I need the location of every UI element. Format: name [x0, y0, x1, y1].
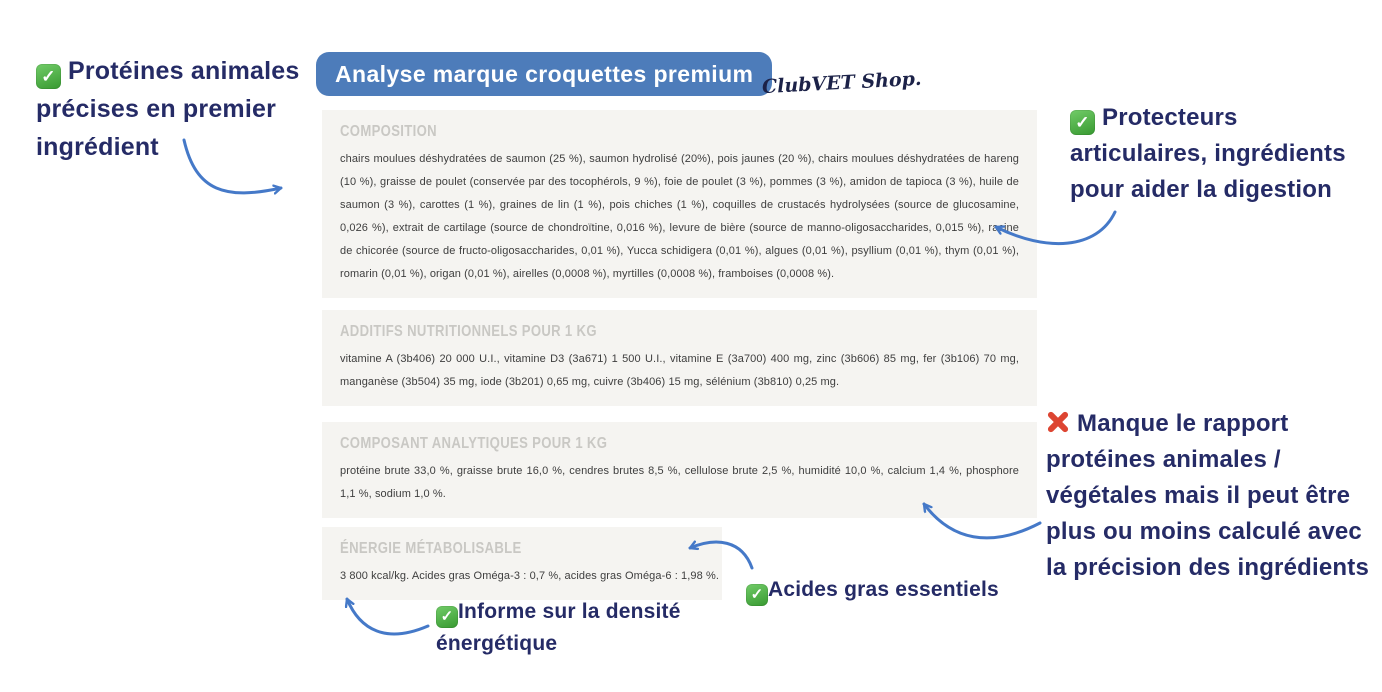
section-additifs-body: vitamine A (3b406) 20 000 U.I., vitamine D3 (3a671) 1 500 U.I., vitamine E (3a700) 400 mg, zinc (3b606) 85 mg, fer (3b106) 70 mg, manganèse (3b504) 35 mg, iode (3b201) 0,65 mg, cuivre (3b406) 15 mg, sélénium (3b810) 0,25 mg. [340, 353, 1019, 388]
section-composition-body: chairs moulues déshydratées de saumon (25 %), saumon hydrolisé (20%), pois jaunes (20 %), chairs moulues déshydratées de hareng (10 %), graisse de poulet (conservée par des tocophérols, 9 %), foie de poulet (3 %), pommes (3 %), amidon de tapioca (3 %), huile de saumon (3 %), carottes (1 %), graines de lin (1 %), pois chiches (1 %), coquilles de crustacés hydrolysées (source de glucosamine, 0,026 %), extrait de cartilage (source de chondroïtine, 0,016 %), levure de bière (source de manno-oligosaccharides, 0,015 %), racine de chicorée (source de fructo-oligosaccharides, 0,01 %), Yucca schidigera (0,01 %), algues (0,01 %), psyllium (0,01 %), thym (0,01 %), romarin (0,01 %), origan (0,01 %), airelles (0,0008 %), myrtilles (0,0008 %), framboises (0,0008 %). [340, 153, 1019, 280]
section-composant-heading: COMPOSANT ANALYTIQUES POUR 1 KG [340, 435, 608, 452]
section-composant-body: protéine brute 33,0 %, graisse brute 16,0 %, cendres brutes 8,5 %, cellulose brute 2,5 %, humidité 10,0 %, calcium 1,4 %, phosphore 1,1 %, sodium 1,0 %. [340, 465, 1019, 500]
check-icon: ✓ [436, 606, 458, 628]
section-additifs [322, 310, 1037, 406]
check-icon: ✓ [746, 584, 768, 606]
annotation-joint-digestion-text: Protecteurs articulaires, ingrédients pour aider la digestion [1070, 104, 1346, 203]
section-composition [322, 110, 1037, 298]
annotation-energy-density [436, 596, 686, 659]
cross-icon [1046, 410, 1070, 434]
section-energie [322, 527, 722, 600]
annotation-fatty-acids [746, 572, 999, 608]
check-icon: ✓ [36, 64, 61, 89]
section-composition-heading: COMPOSITION [340, 123, 437, 140]
annotation-fatty-acids-text: Acides gras essentiels [768, 578, 999, 601]
brand-logo: ClubVET Shop. [761, 67, 922, 99]
annotation-first-ingredient-text: Protéines animales précises en premier ingrédient [36, 57, 300, 161]
arrow-energy-density [347, 599, 428, 634]
annotation-first-ingredient [36, 52, 312, 166]
section-energie-body: 3 800 kcal/kg. Acides gras Oméga-3 : 0,7 %, acides gras Oméga-6 : 1,98 %. [340, 570, 720, 582]
annotation-joint-digestion [1070, 100, 1366, 208]
section-energie-heading: ÉNERGIE MÉTABOLISABLE [340, 540, 522, 557]
annotation-energy-density-text: Informe sur la densité énergétique [436, 600, 681, 655]
page-title-label: Analyse marque croquettes premium [335, 60, 754, 87]
annotation-protein-ratio [1046, 406, 1376, 586]
section-composant-analytiques [322, 422, 1037, 518]
page-title [316, 52, 772, 96]
annotation-protein-ratio-text: Manque le rapport protéines animales / végétales mais il peut être plus ou moins calculé avec la précision des ingrédients [1046, 410, 1370, 581]
check-icon: ✓ [1070, 110, 1095, 135]
section-additifs-heading: ADDITIFS NUTRITIONNELS POUR 1 KG [340, 323, 597, 340]
